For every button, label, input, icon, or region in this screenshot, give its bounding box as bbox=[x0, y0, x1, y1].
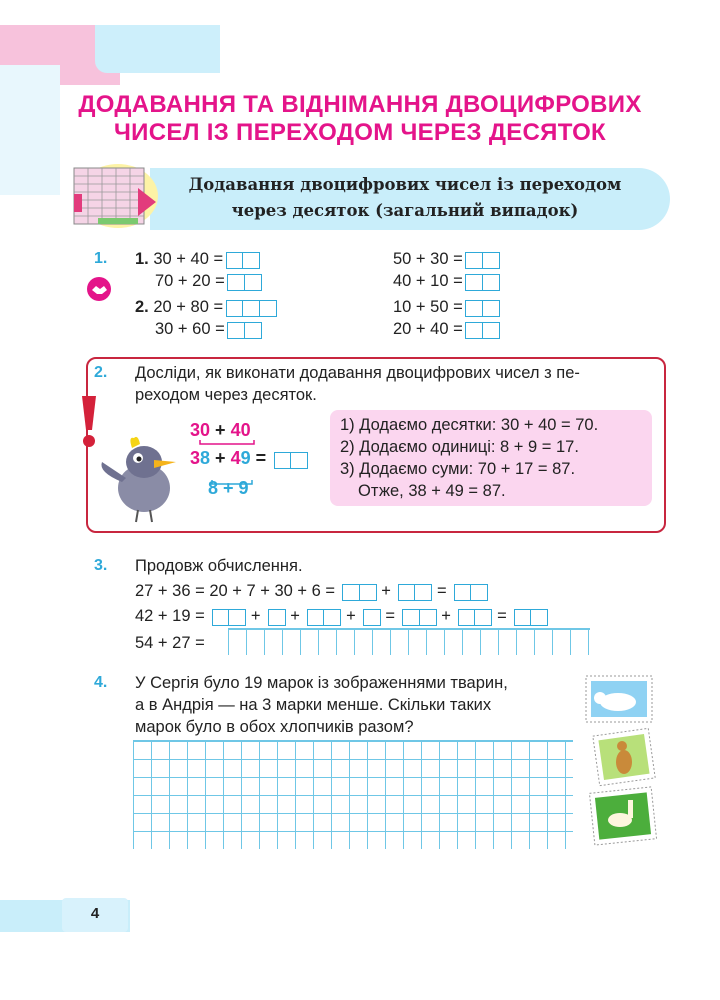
subtitle-line-1: Додавання двоцифрових чисел із переходом bbox=[188, 175, 622, 194]
answer-cell[interactable] bbox=[482, 300, 500, 317]
answer-boxes[interactable] bbox=[227, 249, 260, 271]
answer-boxes[interactable] bbox=[213, 606, 246, 628]
equals-sign: = bbox=[255, 448, 267, 468]
ones-digit: 9 bbox=[240, 448, 251, 468]
page-title-line-2: ЧИСЕЛ ІЗ ПЕРЕХОДОМ ЧЕРЕЗ ДЕСЯТОК bbox=[113, 119, 607, 146]
task-3-line-1 bbox=[135, 580, 488, 603]
expression: 10 + 50 = bbox=[393, 298, 463, 316]
tens-a: 30 bbox=[190, 420, 211, 440]
answer-cell[interactable] bbox=[465, 274, 483, 291]
task-2-text-line-2: реходом через десяток. bbox=[135, 386, 317, 404]
answer-cell[interactable] bbox=[514, 609, 532, 626]
expression: 42 + 19 = bbox=[135, 607, 205, 625]
plus-sign: + bbox=[346, 607, 356, 625]
step-3: 3) Додаємо суми: 70 + 17 = 87. bbox=[340, 460, 576, 478]
answer-cell[interactable] bbox=[465, 252, 483, 269]
answer-boxes[interactable] bbox=[308, 606, 341, 628]
answer-cell[interactable] bbox=[228, 609, 246, 626]
expression: 50 + 30 = bbox=[393, 250, 463, 268]
task-4-text-line-3: марок було в обох хлопчиків разом? bbox=[135, 718, 414, 736]
task-3-line-3-label: 54 + 27 = bbox=[135, 634, 205, 652]
task-1-right-column bbox=[393, 248, 500, 340]
answer-cell[interactable] bbox=[474, 609, 492, 626]
step-2: 2) Додаємо одиниці: 8 + 9 = 17. bbox=[340, 438, 579, 456]
main-expression bbox=[190, 448, 308, 470]
equals-sign: = bbox=[497, 607, 507, 625]
page-title-line-1: ДОДАВАННЯ ТА ВІДНІМАННЯ ДВОЦИФРОВИХ bbox=[78, 91, 642, 118]
bird-illustration bbox=[92, 432, 187, 524]
answer-boxes[interactable] bbox=[467, 271, 500, 293]
ones-sum: 8 + 9 bbox=[208, 478, 249, 498]
answer-cell[interactable] bbox=[482, 252, 500, 269]
answer-boxes[interactable] bbox=[227, 297, 277, 319]
expression: 20 + 40 = bbox=[393, 320, 463, 338]
answer-cell[interactable] bbox=[227, 322, 245, 339]
plus-sign: + bbox=[441, 607, 451, 625]
answer-boxes[interactable] bbox=[467, 319, 500, 341]
answer-grid[interactable] bbox=[133, 740, 573, 849]
answer-cell[interactable] bbox=[226, 300, 244, 317]
answer-cell[interactable] bbox=[482, 274, 500, 291]
expression: 30 + 60 = bbox=[155, 320, 225, 338]
answer-cell[interactable] bbox=[363, 609, 381, 626]
answer-cell[interactable] bbox=[259, 300, 277, 317]
answer-cell[interactable] bbox=[454, 584, 472, 601]
answer-boxes[interactable] bbox=[229, 319, 262, 341]
answer-cell[interactable] bbox=[530, 609, 548, 626]
conclusion: Отже, 38 + 49 = 87. bbox=[358, 482, 506, 500]
plus-sign: + bbox=[381, 582, 391, 600]
task-3-number: 3. bbox=[94, 557, 108, 574]
answer-cell[interactable] bbox=[212, 609, 230, 626]
answer-cell[interactable] bbox=[398, 584, 416, 601]
answer-cell[interactable] bbox=[242, 300, 260, 317]
task-4-text-line-1: У Сергія було 19 марок із зображеннями тварин, bbox=[135, 674, 508, 692]
answer-cell[interactable] bbox=[323, 609, 341, 626]
answer-cell[interactable] bbox=[465, 300, 483, 317]
expression: 40 + 10 = bbox=[393, 272, 463, 290]
answer-cell[interactable] bbox=[419, 609, 437, 626]
answer-strip[interactable] bbox=[228, 628, 590, 655]
answer-cell[interactable] bbox=[227, 274, 245, 291]
ones-digit: 8 bbox=[200, 448, 211, 468]
page-number: 4 bbox=[90, 905, 100, 922]
answer-cell[interactable] bbox=[244, 274, 262, 291]
answer-boxes[interactable] bbox=[404, 606, 437, 628]
answer-cell[interactable] bbox=[274, 452, 292, 469]
equals-sign: = bbox=[437, 582, 447, 600]
answer-boxes[interactable] bbox=[344, 581, 377, 603]
answer-cell[interactable] bbox=[414, 584, 432, 601]
expression: 30 + 40 = bbox=[153, 250, 224, 268]
task-4-text-line-2: а в Андрія — на 3 марки менше. Скільки таких bbox=[135, 696, 492, 714]
answer-boxes[interactable] bbox=[229, 271, 262, 293]
tens-digit: 3 bbox=[190, 448, 201, 468]
task-3-text: Продовж обчислення. bbox=[135, 557, 303, 575]
plus-sign: + bbox=[215, 420, 226, 440]
answer-cell[interactable] bbox=[342, 584, 360, 601]
answer-boxes[interactable] bbox=[364, 606, 381, 628]
answer-cell[interactable] bbox=[226, 252, 244, 269]
subtitle-line-2: через десяток (загальний випадок) bbox=[231, 201, 579, 220]
answer-cell[interactable] bbox=[482, 322, 500, 339]
answer-boxes[interactable] bbox=[515, 606, 548, 628]
answer-cell[interactable] bbox=[402, 609, 420, 626]
expression: 70 + 20 = bbox=[155, 272, 225, 290]
answer-cell[interactable] bbox=[268, 609, 286, 626]
answer-cell[interactable] bbox=[465, 322, 483, 339]
answer-cell[interactable] bbox=[242, 252, 260, 269]
subtask-2-label: 2. bbox=[135, 298, 149, 316]
tens-b: 40 bbox=[230, 420, 251, 440]
answer-cell[interactable] bbox=[290, 452, 308, 469]
plus-sign: + bbox=[215, 448, 226, 468]
answer-cell[interactable] bbox=[307, 609, 325, 626]
tens-digit: 4 bbox=[230, 448, 241, 468]
subtask-1-label: 1. bbox=[135, 250, 149, 268]
expression: 20 + 80 = bbox=[153, 298, 224, 316]
answer-cell[interactable] bbox=[470, 584, 488, 601]
answer-boxes[interactable] bbox=[467, 249, 500, 271]
answer-cell[interactable] bbox=[359, 584, 377, 601]
task-1-number: 1. bbox=[94, 250, 108, 267]
answer-boxes[interactable] bbox=[467, 297, 500, 319]
answer-cell[interactable] bbox=[244, 322, 262, 339]
explanation-steps bbox=[340, 414, 598, 502]
task-2-text bbox=[135, 362, 580, 406]
corner-decoration bbox=[0, 25, 220, 85]
animal-stamps-illustration bbox=[582, 672, 660, 852]
answer-boxes[interactable] bbox=[455, 581, 488, 603]
answer-boxes[interactable] bbox=[275, 449, 308, 470]
task-1-left-column bbox=[135, 248, 277, 340]
plus-sign: + bbox=[290, 607, 300, 625]
step-1: 1) Додаємо десятки: 30 + 40 = 70. bbox=[340, 416, 599, 434]
answer-boxes[interactable] bbox=[399, 581, 432, 603]
task-4-text bbox=[135, 672, 508, 738]
task-4-number: 4. bbox=[94, 674, 108, 691]
handshake-icon bbox=[86, 276, 112, 302]
answer-boxes[interactable] bbox=[269, 606, 286, 628]
subtitle bbox=[150, 172, 660, 224]
plus-sign: + bbox=[250, 607, 261, 625]
answer-cell[interactable] bbox=[458, 609, 476, 626]
equals-sign: = bbox=[385, 607, 396, 625]
answer-boxes[interactable] bbox=[459, 606, 492, 628]
task-2-text-line-1: Досліди, як виконати додавання двоцифрових чисел з пе- bbox=[135, 364, 580, 382]
task-3-line-2 bbox=[135, 605, 548, 628]
expression: 27 + 36 = 20 + 7 + 30 + 6 = bbox=[135, 582, 336, 600]
task-2-number: 2. bbox=[94, 364, 108, 381]
